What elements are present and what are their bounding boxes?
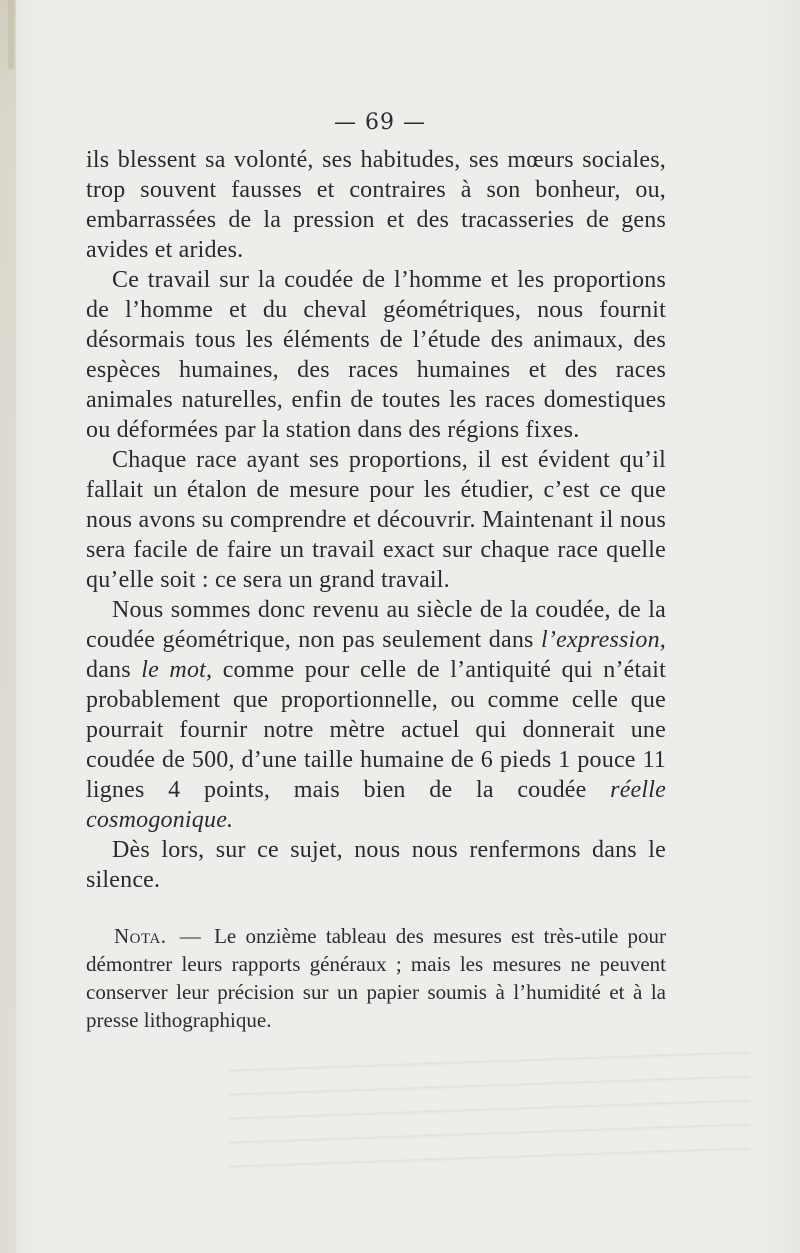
italic-text: réelle cosmogonique.: [86, 777, 666, 833]
body-text: [86, 145, 666, 895]
paragraph-text: Nous sommes donc revenu au siècle de la coudée, de la coudée géométrique, non pas seulement dans: [86, 597, 666, 653]
paragraph-text: comme pour celle de l’antiquité qui n’était probablement que proportionnelle, ou comme celle que pourrait fournir notre mètre actuel qui donnerait une coudée de 500, d’une taille humaine de 6 pieds 1 pouce 11 lignes 4 points, mais bien de la coudée: [86, 657, 666, 803]
paragraph: Ce travail sur la coudée de l’homme et les proportions de l’homme et du cheval géométriques, nous fournit désormais tous les éléments de l’étude des animaux, des espèces humaines, des races humaines et des races animales naturelles, enfin de toutes les races domestiques ou déformées par la station dans des régions fixes.: [86, 267, 666, 443]
paragraph: Dès lors, sur ce sujet, nous nous renfermons dans le silence.: [86, 837, 666, 893]
paragraph: [86, 595, 666, 835]
note-label: Nota.: [114, 924, 167, 948]
note-text: Le onzième tableau des mesures est très-utile pour démontrer leurs rapports généraux ; mais les mesures ne peuvent conserver leur précision sur un papier soumis à l’humidité et à la presse lithographique.: [86, 924, 667, 1032]
paragraph-text: dans: [86, 657, 142, 683]
bleed-through: [230, 1031, 750, 1189]
paragraph: ils blessent sa volonté, ses habitudes, ses mœurs sociales, trop souvent fausses et contraires à son bonheur, ou, embarrassées de la pression et des tracasseries de gens avides et arides.: [86, 147, 666, 263]
page-number: — 69 —: [334, 110, 426, 135]
binding-mark: [8, 0, 14, 70]
paragraph: Chaque race ayant ses proportions, il est évident qu’il fallait un étalon de mesure pour les étudier, c’est ce que nous avons su comprendre et découvrir. Maintenant il nous sera facile de faire un travail exact sur chaque race quelle qu’elle soit : ce sera un grand travail.: [86, 447, 666, 593]
page-edge-shadow: [0, 0, 16, 1253]
italic-text: l’expression,: [540, 627, 666, 653]
italic-text: le mot,: [141, 657, 213, 683]
note-dash: —: [179, 924, 201, 948]
footnote: [86, 922, 666, 1034]
